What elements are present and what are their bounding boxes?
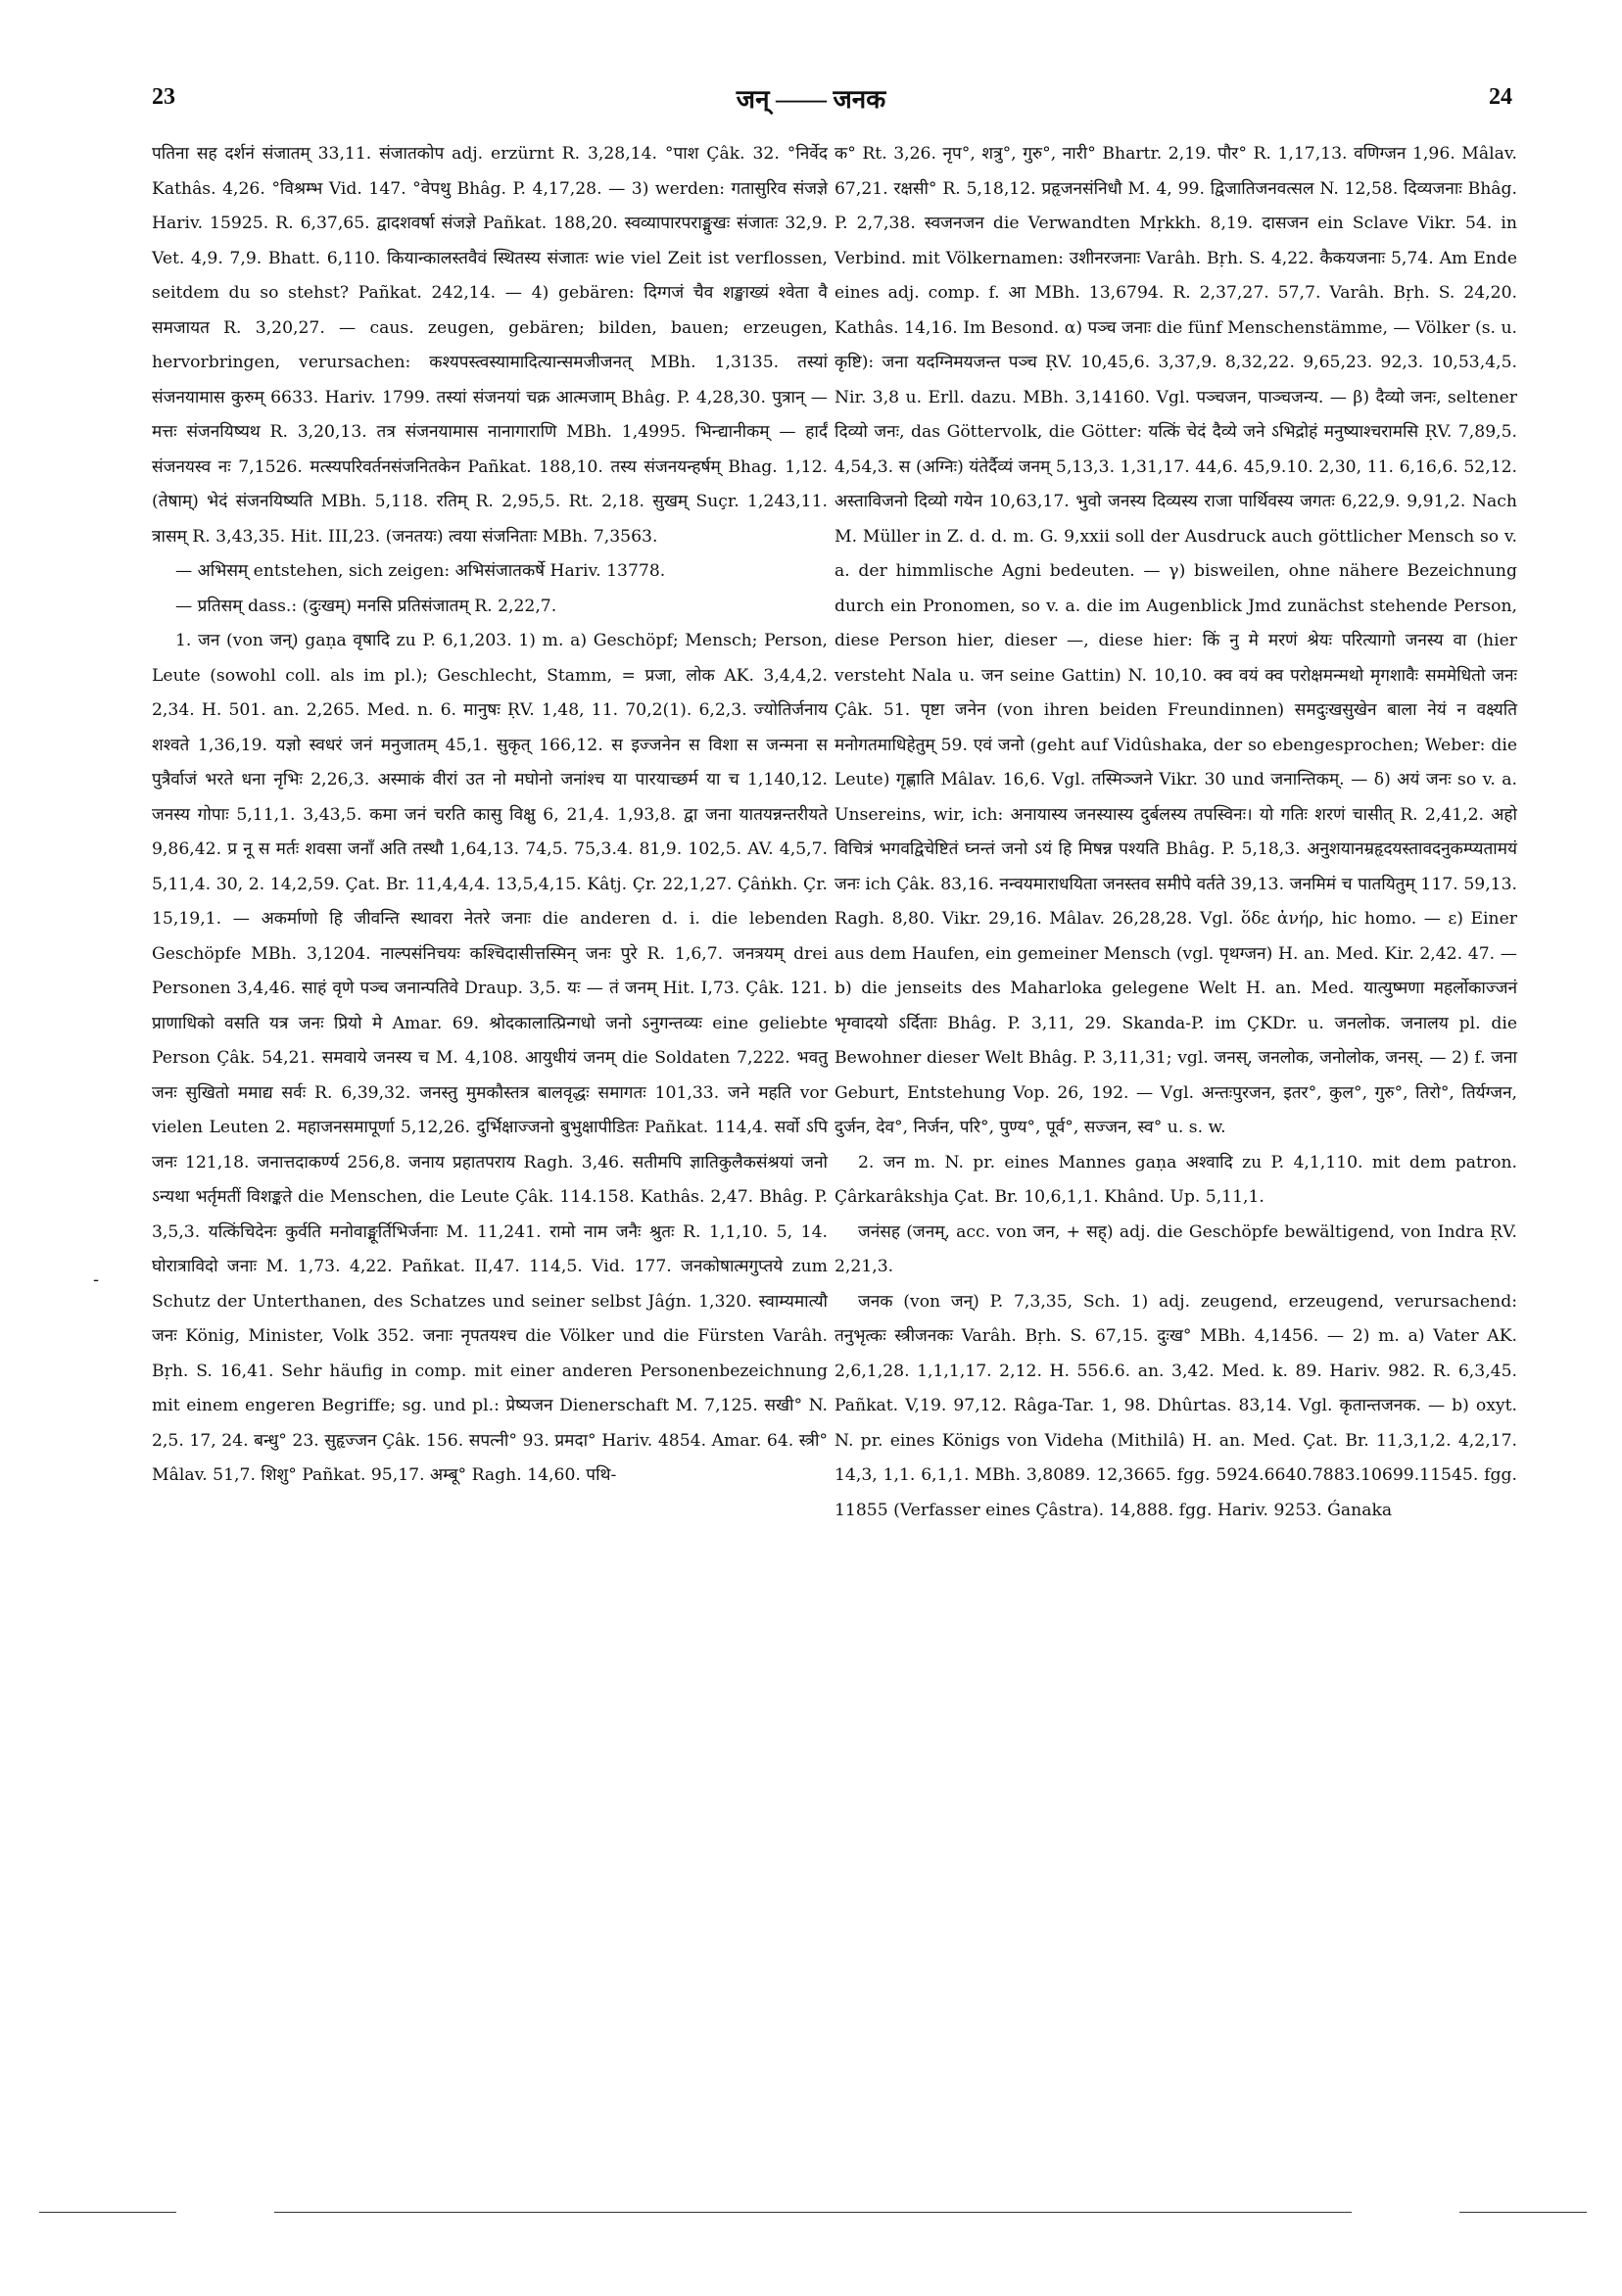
entry-paragraph: क° Rt. 3,26. नृप°, शत्रु°, गुरु°, नारी° Bhartr. 2,19. पौर° R. 1,17,13. वणिग्जन 1,96. Mâlav. 67,21. रक्षसी° R. 5,18,12. प्रहृजनसंनिधौ M. 4, 99. द्विजातिजनवत्सल N. 12,58. दिव्यजनाः Bhâg. P. 2,7,38. स्वजनजन die Verwandten Mṛkkh. 8,19. दासजन ein Sclave Vikr. 54. in Verbind. mit Völkernamen: उशीनरजनाः Varâh. Bṛh. S. 4,22. कैकयजनाः 5,74. Am Ende eines adj. comp. f. आ MBh. 13,6794. R. 2,37,27. 57,7. Varâh. Bṛh. S. 24,20. Kathâs. 14,16. Im Besond. α) पञ्च जनाः die fünf Menschenstämme, — Völker (s. u. कृष्टि): जना यदग्निमयजन्त पञ्च ṚV. 10,45,6. 3,37,9. 8,32,22. 9,65,23. 92,3. 10,53,4,5. Nir. 3,8 u. Erll. dazu. MBh. 3,14160. Vgl. पञ्चजन, पाञ्चजन्य. — β) दैव्यो जनः, seltener दिव्यो जनः, das Göttervolk, die Götter: यत्किं चेदं दैव्ये जने ऽभिद्रोहं मनुष्याश्चरामसि ṚV. 7,89,5. 4,54,3. स (अग्निः) यंतेर्दैव्यं जनम् 5,13,3. 1,31,17. 44,6. 45,9.10. 2,30, 11. 6,16,6. 52,12. अस्ताविजनो दिव्यो गयेन 10,63,17. भुवो जनस्य दिव्यस्य राजा पार्थिवस्य जगतः 6,22,9. 9,91,2. Nach M. Müller in Z. d. d. m. G. 9,xxii soll der Ausdruck auch göttlicher Mensch so v. a. der himmlische Agni bedeuten. — γ) bisweilen, ohne nähere Bezeichnung durch ein Pronomen, so v. a. die im Augenblick Jmd zunächst stehende Person, diese Person hier, dieser —, diese hier: किं नु मे मरणं श्रेयः परित्यागो जनस्य वा (hier versteht Nala u. जन seine Gattin) N. 10,10. क्व वयं क्व परोक्षमन्मथो मृगशावैः सममेधितो जनः Çâk. 51. पृष्टा जनेन (von ihren beiden Freundinnen) समदुःखसुखेन बाला नेयं न वक्ष्यति मनोगतमाधिहेतुम् 59. एवं जनो (geht auf Vidûshaka, der so ebengesprochen; Weber: die Leute) गृह्णाति Mâlav. 16,6. Vgl. तस्मिञ्जने Vikr. 30 und जनान्तिकम्. — δ) अयं जनः so v. a. Unsereins, wir, ich: अनायास्य जनस्यास्य दुर्बलस्य तपस्विनः। यो गतिः शरणं चासीत् R. 2,41,2. अहो विचित्रं भगवद्विचेष्टितं घ्नन्तं जनो ऽयं हि मिषन्न पश्यति Bhâg. P. 5,18,3. अनुशयानम्रहृदयस्तावदनुकम्प्यतामयं जनः ich Çâk. 83,16. नन्वयमाराधयिता जनस्तव समीपे वर्तते 39,13. जनमिमं च पातयितुम् 117. 59,13. Ragh. 8,80. Vikr. 29,16. Mâlav. 26,28,28. Vgl. ὅδε ἀνήρ, hic homo. — ε) Einer aus dem Haufen, ein gemeiner Mensch (vgl. पृथग्जन) H. an. Med. Kir. 2,42. 47. — b) die jenseits des Maharloka gelegene Welt H. an. Med. यात्युष्मणा महर्लोकाज्जनं भृग्वादयो ऽर्दिताः Bhâg. P. 3,11, 29. Skanda-P. im ÇKDr. u. जनलोक. जनालय pl. die Bewohner dieser Welt Bhâg. P. 3,11,31; vgl. जनस्, जनलोक, जनोलोक, जनस्. — 2) f. जना Geburt, Entstehung Vop. 26, 192. — Vgl. अन्तःपुरजन, इतर°, कुल°, गुरु°, तिरो°, तिर्यग्जन, दुर्जन, देव°, निर्जन, परि°, पुण्य°, पूर्व°, सज्जन, स्व° u. s. w. [835,144,1517,1137]
margin-mark: - [93,1269,100,1290]
entry-paragraph: पतिना सह दर्शनं संजातम् 33,11. संजातकोप adj. erzürnt R. 3,28,14. °पाश Çâk. 32. °निर्वेद Kathâs. 4,26. °विश्रम्भ Vid. 147. °वेपथु Bhâg. P. 4,17,28. — 3) werden: गतासुरिव संजज्ञे Hariv. 15925. R. 6,37,65. द्वादशवर्षा संजज्ञे Pañkat. 188,20. स्वव्यापारपराङ्मुखः संजातः 32,9. Vet. 4,9. 7,9. Bhatt. 6,110. कियान्कालस्तवैवं स्थितस्य संजातः wie viel Zeit ist verflossen, seitdem du so stehst? Pañkat. 242,14. — 4) gebären: दिग्गजं चैव शङ्खाख्यं श्वेता वै समजायत R. 3,20,27. — caus. zeugen, gebären; bilden, bauen; erzeugen, hervorbringen, verursachen: कश्यपस्त्वस्यामादित्यान्समजीजनत् MBh. 1,3135. तस्यां संजनयामास कुरुम् 6633. Hariv. 1799. तस्यां संजनयां चक्र आत्मजाम् Bhâg. P. 4,28,30. पुत्रान् — मत्तः संजनयिष्यथ R. 3,20,13. तत्र संजनयामास नानागाराणि MBh. 1,4995. भिन्द्यानीकम् — हार्दं संजनयस्व नः 7,1526. मत्स्यपरिवर्तनसंजनितकेन Pañkat. 188,10. तस्य संजनयन्हर्षम् Bhag. 1,12. (तेषाम्) भेदं संजनयिष्यति MBh. 5,118. रतिम् R. 2,95,5. Rt. 2,18. सुखम् Suçr. 1,243,11. त्रासम् R. 3,43,35. Hit. III,23. (जनतयः) त्वया संजनिताः MBh. 7,3563. [152,144,828,547]
left-column [152,137,828,1494]
footer-rule-right [1459,2212,1587,2213]
footer-rule-left [39,2212,176,2213]
running-head: जन् —— जनक [736,85,886,114]
right-column [835,137,1517,1528]
entry-paragraph: 1. जन (von जन्) gaṇa वृषादि zu P. 6,1,203. 1) m. a) Geschöpf; Mensch; Person, Leute (sowohl coll. als im pl.); Geschlecht, Stamm, = प्रजा, लोक AK. 3,4,4,2. 2,34. H. 501. an. 2,265. Med. n. 6. मानुषः ṚV. 1,48, 11. 70,2(1). 6,2,3. ज्योतिर्जनाय शश्वते 1,36,19. यज्ञो स्वधरं जनं मनुजातम् 45,1. सुकृत् 166,12. स इज्जनेन स विशा स जन्मना स पुत्रैर्वाजं भरते धना नृभिः 2,26,3. अस्माकं वीरां उत नो मघोनो जनांश्च या पारयाच्छर्म या च 1,140,12. जनस्य गोपाः 5,11,1. 3,43,5. कमा जनं चरति कासु विक्षु 6, 21,4. 1,93,8. द्वा जना यातयन्नन्तरीयते 9,86,42. प्र नू स मर्तः शवसा जनाँ अति तस्थौ 1,64,13. 74,5. 75,3.4. 81,9. 102,5. AV. 4,5,7. 5,11,4. 30, 2. 14,2,59. Çat. Br. 11,4,4,4. 13,5,4,15. Kâtj. Çr. 22,1,27. Çâṅkh. Çr. 15,19,1. — अकर्माणो हि जीवन्ति स्थावरा नेतरे जनाः die anderen d. i. die lebenden Geschöpfe MBh. 3,1204. नाल्पसंनिचयः कश्चिदासीत्तस्मिन् जनः पुरे R. 1,6,7. जनत्रयम् drei Personen 3,4,46. साहं वृणे पञ्च जनान्पतिवे Draup. 3,5. यः — तं जनम् Hit. I,73. Çâk. 121. प्राणाधिको वसति यत्र जनः प्रियो मे Amar. 69. श्रोदकालात्प्रिन्गधो जनो ऽनुगन्तव्यः eine geliebte Person Çâk. 54,21. समवाये जनस्य च M. 4,108. आयुधीयं जनम् die Soldaten 7,222. भवतु जनः सुखितो ममाद्य सर्वः R. 6,39,32. जनस्तु मुमकौस्तत्र बालवृद्धः समागतः 101,33. जने महति vor vielen Leuten 2. महाजनसमापूर्णा 5,12,26. दुर्भिक्षाज्जनो बुभुक्षापीडितः Pañkat. 114,4. सर्वो ऽपि जनः 121,18. जनात्तदाकर्ण्य 256,8. जनाय प्रहातपराय Ragh. 3,46. सतीमपि ज्ञातिकुलैकसंश्रयां जनो ऽन्यथा भर्तृमतीं विशङ्कते die Menschen, die Leute Çâk. 114.158. Kathâs. 2,47. Bhâg. P. 3,5,3. यत्किंचिदेनः कुर्वति मनोवाङ्मूर्तिभिर्जनाः M. 11,241. रामो नाम जनैः श्रुतः R. 1,1,10. 5, 14. घोरात्राविदो जनाः M. 1,73. 4,22. Pañkat. II,47. 114,5. Vid. 177. जनकोषात्मगुप्तये zum Schutz der Unterthanen, des Schatzes und seiner selbst Jâǵn. 1,320. स्वाम्यमात्यौ जनः König, Minister, Volk 352. जनाः नृपतयश्च die Völker und die Fürsten Varâh. Bṛh. S. 16,41. Sehr häufig in comp. mit einer anderen Personenbezeichnung mit einem engeren Begriffe; sg. und pl.: प्रेष्यजन Dienerschaft M. 7,125. सखी° N. 2,5. 17, 24. बन्धु° 23. सुहृज्जन Çâk. 156. सपत्नी° 93. प्रमदा° Hariv. 4854. Amar. 64. स्त्री° Mâlav. 51,7. शिशु° Pañkat. 95,17. अम्बू° Ragh. 14,60. पथि- [152,631,828,1485]
entry-paragraph: 2. जन m. N. pr. eines Mannes gaṇa अश्वादि zu P. 4,1,110. mit dem patron. Çârkarâkshja Çat. Br. 10,6,1,1. Khând. Up. 5,11,1. [835,1152,1517,1207]
page-number-right: 24 [1489,84,1512,110]
entry-paragraph: — प्रतिसम् dass.: (दुःखम्) मनसि प्रतिसंजातम् R. 2,22,7. [175,596,557,616]
page-number-left: 23 [152,84,175,110]
entry-paragraph: जनक (von जन्) P. 7,3,35, Sch. 1) adj. zeugend, erzeugend, verursachend: तनुभृत्कः स्त्रीजनकः Varâh. Bṛh. S. 67,15. दुःख° MBh. 4,1456. — 2) m. a) Vater AK. 2,6,1,28. 1,1,1,17. 2,12. H. 556.6. an. 3,42. Med. k. 89. Hariv. 982. R. 6,3,45. Pañkat. V,19. 97,12. Râga-Tar. 1, 98. Dhûrtas. 83,14. Vgl. कृतान्तजनक. — b) oxyt. N. pr. eines Königs von Videha (Mithilâ) H. an. Med. Çat. Br. 11,3,1,2. 4,2,17. 14,3, 1,1. 6,1,1. MBh. 3,8089. 12,3665. fgg. 5924.6640.7883.10699.11545. fgg. 11855 (Verfasser eines Çâstra). 14,888. fgg. Hariv. 9253. Ǵanaka [835,1291,1517,1520]
footer-rule-middle [274,2212,1352,2213]
entry-paragraph: — अभिसम् entstehen, sich zeigen: अभिसंजातकर्षे Hariv. 13778. [175,561,666,581]
entry-paragraph: जनंसह (जनम्, acc. von जन, + सह्) adj. die Geschöpfe bewältigend, von Indra ṚV. 2,21,3. [835,1221,1517,1276]
